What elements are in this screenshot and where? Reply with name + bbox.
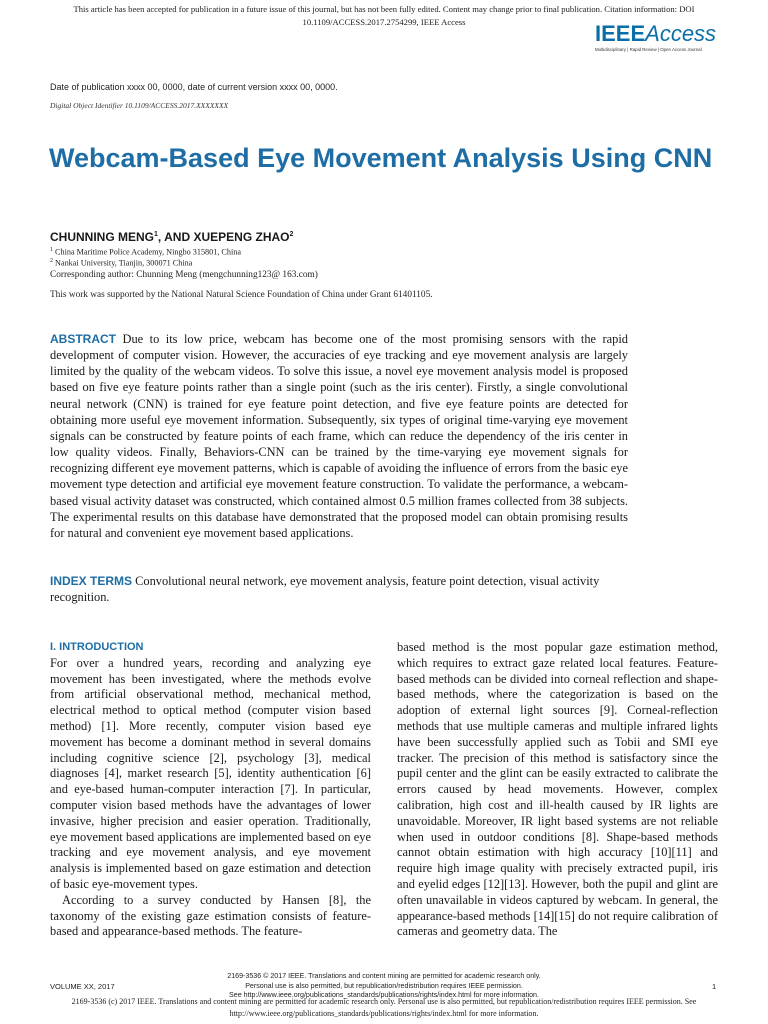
affiliations [50, 246, 241, 268]
logo-tagline: Multidisciplinary | Rapid Review | Open Access Journal [595, 47, 702, 52]
paper-title: Webcam-Based Eye Movement Analysis Using CNN [49, 143, 713, 173]
page-number: 1 [712, 982, 717, 991]
index-terms-text: Convolutional neural network, eye movement analysis, feature point detection, visual activity recognition. [50, 574, 600, 604]
funding-statement: This work was supported by the National Natural Science Foundation of China under Grant 61401105. [50, 290, 433, 300]
footer-copyright-line-3: See http://www.ieee.org/publications_standards/publications/rights/index.html for more information. [229, 991, 539, 999]
intro-paragraph-2: According to a survey conducted by Hansen [8], the taxonomy of the existing gaze estimation consists of feature-based and appearance-based methods. The feature- [50, 892, 371, 939]
author-1: CHUNNING MENG [50, 230, 154, 244]
body-column-right [397, 640, 718, 940]
corresponding-author: Corresponding author: Chunning Meng (mengchunning123@ 163.com) [50, 270, 318, 280]
logo-brand: IEEE [595, 21, 646, 46]
logo-wordmark [595, 22, 735, 46]
notice-line-1: This article has been accepted for publication in a future issue of this journal, but has not been fully edited. Content may change prior to final publication. Citation information: DOI [73, 4, 695, 14]
bottom-rights-line-1: 2169-3536 (c) 2017 IEEE. Translations and content mining are permitted for academic research only. Personal use is also permitted, but republication/redistribution requires IEEE permission. See [71, 997, 697, 1006]
bottom-rights-line-2: http://www.ieee.org/publications_standards/publications/rights/index.html for more information. [229, 1009, 539, 1018]
affiliation-1-text: China Maritime Police Academy, Ningbo 315801, China [53, 247, 241, 257]
author-1-affil-mark: 1 [154, 231, 158, 238]
footer-copyright-line-1: 2169-3536 © 2017 IEEE. Translations and content mining are permitted for academic research only. [227, 972, 541, 980]
intro-paragraph-3: based method is the most popular gaze estimation method, which requires to extract gaze related local features. Feature-based methods can be divided into corneal reflection and shape-based methods, where the categorization is based on the adoption of external light sources [9]. Corneal-reflection methods that use multiple cameras and multiple infrared lights have been successfully applied such as Tobii and SMI eye tracker. The precision of this method is satisfactory since the pupil center and the glint can be easily extracted to calibrate the errors caused by head movements. However, complex calibration, high cost and ill-health caused by IR lights are unavoidable. Moreover, IR light based systems are not reliable when used in outdoor conditions [8]. Shape-based methods cannot obtain estimation with high accuracy [10][11] and require high image quality with precisely extracted pupil, iris and eyelid edges [12][13]. However, both the pupil and glint are often unavailable in videos captured by webcam. In general, the appearance-based methods [14][15] do not require calibration of cameras and geometry data. The [397, 640, 718, 939]
author-separator: , AND [157, 230, 194, 244]
footer-volume: VOLUME XX, 2017 [50, 982, 115, 991]
index-terms [50, 573, 628, 605]
affiliation-2-mark: 2 [50, 258, 53, 265]
ieee-access-logo [595, 22, 735, 58]
body-column-left [50, 640, 371, 940]
doi-identifier: Digital Object Identifier 10.1109/ACCESS.2017.XXXXXXX [50, 101, 229, 110]
intro-paragraph-1: For over a hundred years, recording and analyzing eye movement has been investigated, where the methods evolve from artificial observational method, mechanical method, electrical method to optical method (computer vision based method) [1]. More recently, computer vision based eye movement has become a dominant method in several domains including cognitive science [2], psychology [3], medical diagnoses [4], market research [5], identity authentication [6] and eye-based human-computer interaction [7]. In particular, computer vision based methods have the advantages of lower invasive, higher precision and easier operation. Traditionally, eye movement based applications are implemented based on eye tracking and eye movement analysis, and eye movement analysis is implemented based on gaze estimation and detection of basic eye-movement types. [50, 655, 371, 891]
section-heading-introduction: I. INTRODUCTION [50, 641, 144, 653]
affiliation-2 [50, 257, 241, 268]
notice-line-2: 10.1109/ACCESS.2017.2754299, IEEE Access [302, 17, 466, 27]
affiliation-1-mark: 1 [50, 247, 53, 253]
affiliation-2-text: Nankai University, Tianjin, 300071 China [53, 258, 193, 268]
author-2-affil-mark: 2 [289, 231, 294, 238]
abstract-label: ABSTRACT [50, 332, 116, 346]
index-terms-label: INDEX TERMS [50, 574, 133, 588]
publication-date: Date of publication xxxx 00, 0000, date of current version xxxx 00, 0000. [50, 82, 338, 92]
footer-copyright-line-2: Personal use is also permitted, but republication/redistribution requires IEEE permission. [245, 981, 523, 990]
author-list [50, 230, 293, 244]
bottom-rights-notice [8, 996, 760, 1020]
logo-product: Access [645, 21, 717, 46]
abstract [50, 331, 628, 541]
author-2: XUEPENG ZHAO [193, 230, 290, 244]
affiliation-1 [50, 246, 241, 257]
abstract-text: Due to its low price, webcam has become one of the most promising sensors with the rapid development of computer vision. However, the accuracies of eye tracking and eye movement analysis are largely limited by the quality of the webcam videos. To solve this issue, a novel eye movement analysis model is proposed based on five eye feature points rather than a single point (such as the iris center). Firstly, a single convolutional neural network (CNN) is trained for eye feature point detection, and five eye feature points are detected for obtaining more useful eye movement information. Subsequently, six types of original time-varying eye movement signals can be constructed by feature points of each frame, which can reduce the dependency of the iris center in low quality videos. Finally, Behaviors-CNN can be trained by the time-varying eye movement signals for recognizing different eye movement patterns, which is capable of avoiding the influence of errors from the basic eye movement type detection and artificial eye movement feature construction. To validate the performance, a webcam-based visual activity dataset was constructed, which contained almost 0.5 million frames collected from 38 subjects. The experimental results on this database have demonstrated that the proposed model can obtain promising results for natural and convenient eye movement based applications. [50, 332, 628, 540]
